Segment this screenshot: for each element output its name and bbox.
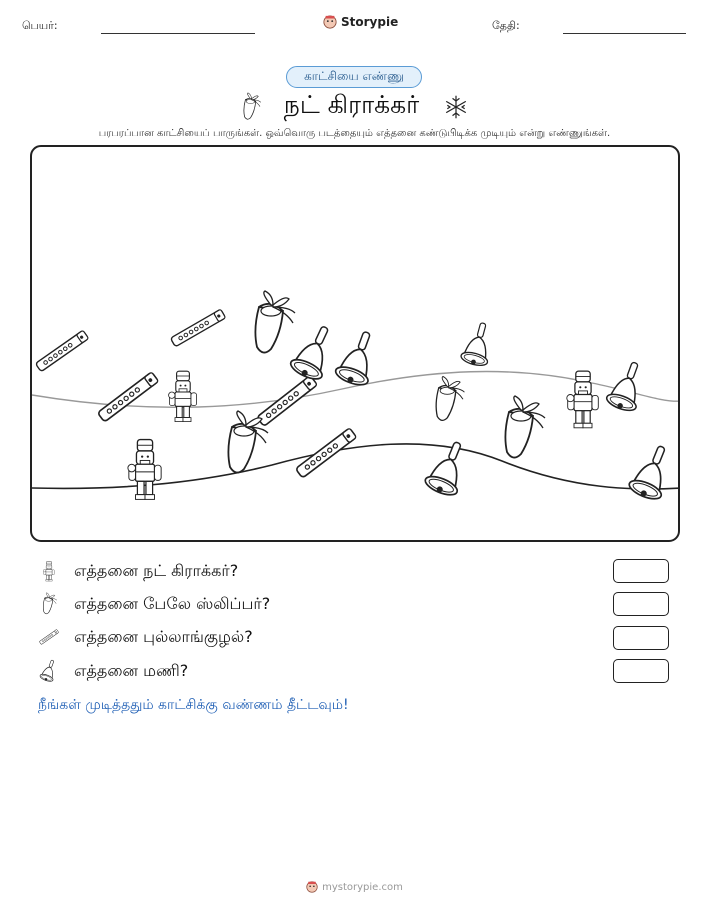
nutcracker-icon [128,440,161,500]
date-line[interactable] [563,33,686,34]
storypie-logo-icon [306,880,318,894]
activity-badge: காட்சியை எண்ணு [286,66,422,88]
name-label: பெயர்: [22,19,58,32]
name-line[interactable] [101,33,255,34]
question-row [38,591,270,617]
bell-icon [288,320,341,382]
flute-icon [38,626,60,648]
brand-name: Storypie [341,15,399,29]
bell-icon [460,320,497,368]
flute-icon [170,309,225,347]
answer-box-nutcracker[interactable] [613,559,669,583]
question-row [38,624,253,650]
bell-icon [423,437,474,499]
title-text: நட் கிராக்கர் [283,90,420,119]
ballet-slipper-icon [436,376,464,420]
storypie-logo [323,14,398,30]
ballet-slipper-icon [38,593,60,615]
answer-box-bell[interactable] [613,659,669,683]
nutcracker-icon [169,371,197,421]
flute-icon [295,428,356,478]
storypie-logo-icon [323,14,337,30]
question-text: எத்தனை பேலே ஸ்லிப்பர்? [74,593,271,613]
question-row [38,558,238,584]
answer-box-flute[interactable] [613,626,669,650]
ballet-slipper-icon [255,291,295,353]
bell-icon [38,660,60,682]
bell-icon [627,441,678,503]
instructions: பரபரப்பான காட்சியைப் பாருங்கள். ஒவ்வொரு படத்தையும் எத்தனை கண்டுபிடிக்க முடியும் என்று எண்ணுங்கள். [98,128,611,139]
answer-box-ballet-slipper[interactable] [613,592,669,616]
flute-icon [97,372,158,422]
flute-icon [35,330,88,371]
question-text: எத்தனை புல்லாங்குழல்? [74,626,253,646]
ballet-slipper-icon [505,396,545,458]
nutcracker-icon [38,560,60,582]
nutcracker-icon [567,371,599,428]
scene-illustration [32,147,680,542]
footer [0,880,709,894]
question-row [38,658,188,684]
ballet-slipper-icon [240,92,262,122]
bell-icon [605,358,651,414]
question-text: எத்தனை நட் கிராக்கர்? [74,560,239,580]
coloring-prompt: நீங்கள் முடித்ததும் காட்சிக்கு வண்ணம் தீட்டவும்! [38,697,349,713]
snowflake-icon [443,94,469,120]
date-label: தேதி: [492,19,520,32]
page-title [0,90,709,123]
counting-scene [30,145,680,542]
flute-icon [257,376,318,427]
bell-icon [333,327,383,388]
question-text: எத்தனை மணி? [74,660,189,680]
footer-url[interactable]: mystorypie.com [322,881,403,893]
